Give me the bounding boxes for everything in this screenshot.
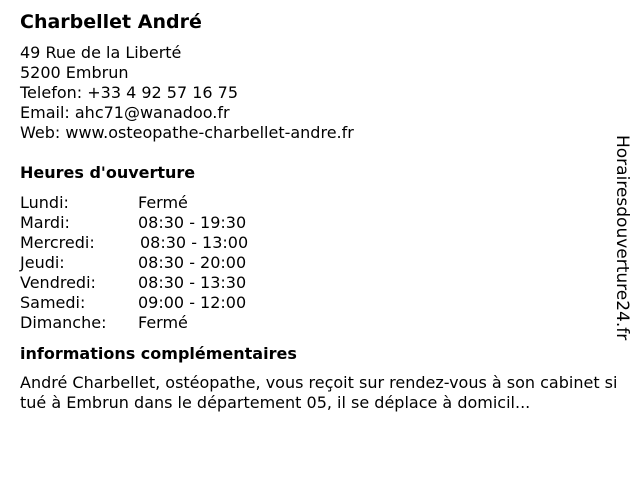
hours-row-lundi [20,193,620,213]
web-line: Web: www.osteopathe-charbellet-andre.fr [20,123,354,142]
day-time: 08:30 - 13:30 [138,273,247,292]
address-street: 49 Rue de la Liberté [20,43,182,62]
hours-row-jeudi [20,253,620,273]
day-label: Jeudi: [20,253,65,272]
day-label: Mardi: [20,213,70,232]
hours-row-samedi [20,293,620,313]
phone-line: Telefon: +33 4 92 57 16 75 [20,83,239,102]
side-brand-text: Horairesdouverture24.fr [612,135,632,341]
day-time: 08:30 - 19:30 [138,213,247,232]
day-time: 09:00 - 12:00 [138,293,247,312]
hours-row-dimanche [20,313,620,333]
hours-heading: Heures d'ouverture [20,163,196,182]
business-name: Charbellet André [20,11,202,33]
hours-row-mercredi [20,233,620,253]
address-block [20,43,620,143]
hours-row-mardi [20,213,620,233]
info-description: André Charbellet, ostéopathe, vous reçoit sur rendez-vous à son cabinet situé à Embrun dans le département 05, il se déplace à domicil... [20,373,618,412]
day-time: 08:30 - 13:00 [140,233,249,252]
day-label: Lundi: [20,193,69,212]
day-time: 08:30 - 20:00 [138,253,247,272]
day-label: Samedi: [20,293,86,312]
day-label: Dimanche: [20,313,107,332]
day-time: Fermé [138,193,188,212]
info-heading: informations complémentaires [20,344,297,363]
email-line: Email: ahc71@wanadoo.fr [20,103,230,122]
address-city: 5200 Embrun [20,63,129,82]
day-label: Mercredi: [20,233,95,252]
business-card [20,10,620,413]
hours-table [20,193,620,333]
day-label: Vendredi: [20,273,96,292]
hours-row-vendredi [20,273,620,293]
day-time: Fermé [138,313,188,332]
